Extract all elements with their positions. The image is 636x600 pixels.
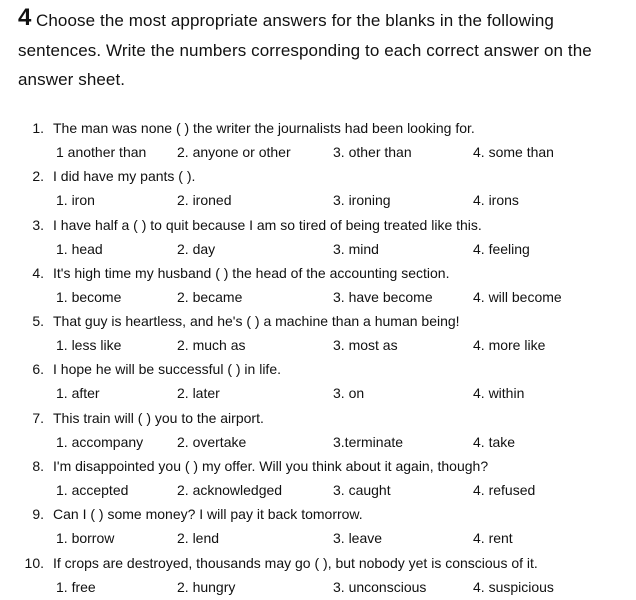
answer-choice-2: 2. ironed [177, 192, 232, 209]
question-number-label: 2. [32, 168, 44, 185]
question-number-label: 3. [32, 216, 44, 233]
question-text: I hope he will be successful ( ) in life. [53, 361, 281, 378]
answer-choice-4: 4. suspicious [473, 578, 554, 595]
choices-line [0, 431, 636, 453]
answer-choice-3: 3. leave [333, 530, 383, 547]
question-item [0, 214, 636, 262]
answer-choice-2: 2. later [177, 385, 220, 402]
question-text: This train will ( ) you to the airport. [53, 409, 264, 426]
choices-line [0, 382, 636, 404]
answer-choice-2: 2. acknowledged [177, 482, 283, 499]
answer-choice-1: 1. iron [56, 192, 95, 209]
answer-choice-4: 4. irons [473, 192, 519, 209]
answer-choice-1: 1. head [56, 240, 103, 257]
question-text: I have half a ( ) to quit because I am so tired of being treated like this. [53, 216, 482, 233]
answer-choice-4: 4. rent [473, 530, 513, 547]
question-item [0, 117, 636, 165]
instruction-text [18, 6, 632, 95]
question-line [0, 552, 636, 574]
question-text: Can I ( ) some money? I will pay it back tomorrow. [53, 506, 363, 523]
choices-line [0, 141, 636, 163]
question-number: 4 [18, 4, 32, 31]
answer-choice-3: 3. caught [333, 482, 391, 499]
answer-choice-4: 4. some than [473, 144, 554, 160]
answer-choice-1: 1. after [56, 385, 100, 402]
answer-choice-1: 1. accompany [56, 433, 144, 450]
question-line [0, 455, 636, 477]
question-line [0, 310, 636, 332]
question-line [0, 165, 636, 187]
question-item [0, 552, 636, 600]
answer-choice-2: 2. became [177, 288, 243, 305]
choices-line [0, 334, 636, 356]
question-line [0, 214, 636, 236]
question-number-label: 6. [32, 361, 44, 378]
question-item [0, 165, 636, 213]
question-number-label: 4. [32, 264, 44, 281]
question-number-label: 9. [32, 506, 44, 523]
question-text: I did have my pants ( ). [53, 168, 196, 185]
choices-line [0, 189, 636, 211]
answer-choice-2: 2. lend [177, 530, 220, 547]
answer-choice-3: 3. other than [333, 144, 412, 160]
question-item [0, 503, 636, 551]
question-item [0, 262, 636, 310]
answer-choice-1: 1. less like [56, 337, 122, 354]
question-item [0, 455, 636, 503]
answer-choice-2: 2. anyone or other [177, 144, 291, 160]
answer-choice-3: 3. have become [333, 288, 433, 305]
answer-choice-4: 4. refused [473, 482, 536, 499]
question-number-label: 7. [32, 409, 44, 426]
question-list [0, 117, 636, 600]
choices-line [0, 527, 636, 549]
question-number-label: 1. [32, 120, 44, 136]
question-line [0, 358, 636, 380]
question-text: I'm disappointed you ( ) my offer. Will you think about it again, though? [53, 458, 489, 475]
answer-choice-2: 2. much as [177, 337, 246, 354]
question-text: It's high time my husband ( ) the head of the accounting section. [53, 264, 450, 281]
answer-choice-3: 3. mind [333, 240, 379, 257]
question-text: That guy is heartless, and he's ( ) a machine than a human being! [53, 313, 460, 330]
answer-choice-1: 1 another than [56, 144, 147, 160]
question-line [0, 503, 636, 525]
question-text: The man was none ( ) the writer the journalists had been looking for. [53, 120, 475, 136]
answer-choice-3: 3. unconscious [333, 578, 427, 595]
question-line [0, 407, 636, 429]
answer-choice-1: 1. free [56, 578, 96, 595]
answer-choice-1: 1. borrow [56, 530, 115, 547]
answer-choice-2: 2. day [177, 240, 216, 257]
question-line [0, 117, 636, 139]
instruction-body: Choose the most appropriate answers for the blanks in the following sentences. Write the numbers corresponding to each correct answer on the answer sheet. [18, 11, 592, 89]
answer-choice-2: 2. hungry [177, 578, 236, 595]
answer-choice-3: 3.terminate [333, 433, 404, 450]
answer-choice-4: 4. will become [473, 288, 562, 305]
question-number-label: 8. [32, 458, 44, 475]
answer-choice-3: 3. on [333, 385, 365, 402]
answer-choice-4: 4. more like [473, 337, 546, 354]
answer-choice-2: 2. overtake [177, 433, 247, 450]
answer-choice-3: 3. ironing [333, 192, 391, 209]
answer-choice-4: 4. within [473, 385, 525, 402]
question-number-label: 5. [32, 313, 44, 330]
choices-line [0, 479, 636, 501]
choices-line [0, 576, 636, 598]
question-item [0, 407, 636, 455]
answer-choice-4: 4. take [473, 433, 516, 450]
answer-choice-4: 4. feeling [473, 240, 530, 257]
choices-line [0, 286, 636, 308]
question-line [0, 262, 636, 284]
question-item [0, 310, 636, 358]
question-text: If crops are destroyed, thousands may go ( ), but nobody yet is conscious of it. [53, 554, 538, 571]
answer-choice-3: 3. most as [333, 337, 398, 354]
answer-choice-1: 1. become [56, 288, 122, 305]
question-item [0, 358, 636, 406]
choices-line [0, 238, 636, 260]
question-number-label: 10. [24, 554, 44, 571]
answer-choice-1: 1. accepted [56, 482, 129, 499]
